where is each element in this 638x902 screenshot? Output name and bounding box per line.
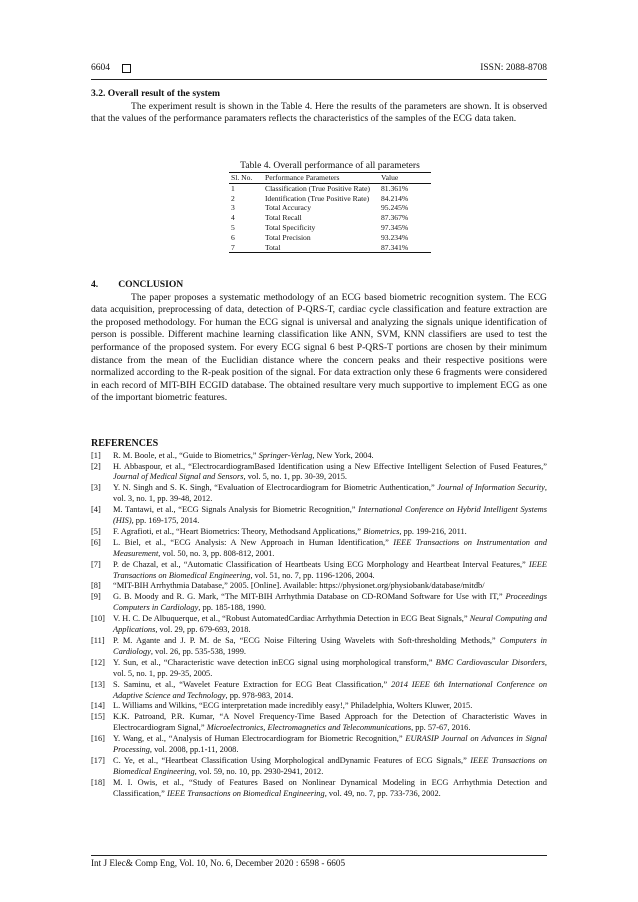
table-4-grid — [229, 172, 431, 253]
reference-number: [6] — [91, 537, 101, 547]
header-rule — [91, 79, 547, 80]
reference-tail: , vol. 59, no. 10, pp. 2930-2941, 2012. — [194, 766, 324, 776]
section-3-2 — [91, 88, 547, 126]
table-header-cell: Sl. No. — [231, 173, 253, 182]
section-4-heading — [91, 279, 547, 292]
reference-text — [113, 680, 547, 702]
reference-text — [113, 756, 547, 778]
table-header-cell: Value — [381, 173, 399, 182]
reference-number: [13] — [91, 679, 105, 689]
references — [91, 438, 547, 800]
reference-main: C. Ye, et al., “Heartbeat Classification Using Morphological andDynamic Features of ECG Signals,” — [113, 755, 471, 765]
reference-tail: , vol. 51, no. 7, pp. 1196-1206, 2004. — [250, 570, 375, 580]
table-cell: Classification (True Positive Rate) — [265, 183, 370, 193]
reference-venue: Computers in Cardiology — [113, 636, 547, 656]
reference-item — [91, 756, 547, 778]
reference-main: K.K. Patroand, P.R. Kumar, “A Novel Frequency-Time Based Approach for the Detection of Characteristic Waves in Electrocardiogram Signal,” — [113, 712, 547, 733]
table-4-caption: Table 4. Overall performance of all parameters — [240, 160, 420, 171]
section-3-2-text: The experiment result is shown in the Table 4. Here the results of the parameters are shown. It is observed that the values of the performance paramaters reflects the characteristics of the samples of the ECG data taken. — [91, 100, 547, 125]
table-row — [229, 243, 431, 253]
reference-number: [17] — [91, 755, 105, 765]
reference-tail: , pp. 199-216, 2011. — [399, 526, 467, 536]
reference-number: [12] — [91, 657, 105, 667]
reference-tail: , pp. 169-175, 2014. — [131, 516, 200, 526]
reference-tail: , pp. 57-67, 2016. — [411, 723, 471, 733]
reference-item — [91, 636, 547, 658]
reference-tail: , pp. 978-983, 2014. — [225, 690, 294, 700]
reference-text — [113, 712, 547, 734]
table-row — [229, 203, 431, 213]
reference-item — [91, 592, 547, 614]
reference-text — [113, 592, 547, 614]
section-4-title: CONCLUSION — [118, 279, 184, 290]
reference-main: V. H. C. De Albuquerque, et al., “Robust AutomatedCardiac Arrhythmia Detection in ECG Beat Signals,” — [113, 614, 470, 624]
issn: ISSN: 2088-8708 — [480, 63, 547, 73]
reference-number: [7] — [91, 559, 101, 569]
reference-number: [18] — [91, 777, 105, 787]
reference-tail: , vol. 49, no. 7, pp. 733-736, 2002. — [324, 788, 441, 798]
section-4-text: The paper proposes a systematic methodology of an ECG based biometric recognition system. The ECG data acquisition, preprocessing of data, detection of P-QRS-T, cardiac cycle classification and feature extraction are the proposed methodology. For human the ECG signal is universal and analyzing the signals unique identification of person is possible. Different machine learning classification like ANN, SVM, KNN classifiers are used to test the performance of the proposed system. For every ECG signal 6 best P-QRS-T portions are chosen by their minimum distance from the mean of the Euclidian distance where the concern peaks and their respective positions were normalized according to the R-peak position of the signal. For data extraction only these 6 fragments were considered in each record of MIT-BIH ECGID database. The obtained resultare very much supportive to implement ECG as one of the important biometric features. — [91, 291, 547, 404]
reference-number: [2] — [91, 461, 101, 471]
reference-main: R. M. Boole, et al., “Guide to Biometrics,” — [113, 450, 259, 460]
reference-text — [113, 701, 547, 712]
reference-text — [113, 538, 547, 560]
table-cell: Total Accuracy — [265, 203, 312, 213]
table-cell: Total Recall — [265, 213, 302, 223]
reference-tail: , vol. 29, pp. 679-693, 2018. — [155, 625, 251, 635]
reference-main: Y. Sun, et al., “Characteristic wave detection inECG signal using morphological transform,” — [113, 657, 436, 667]
reference-venue: Proceedings Computers in Cardiology — [113, 592, 547, 613]
reference-main: P. M. Agante and J. P. M. de Sa, “ECG Noise Filtering Using Wavelets with Soft-thresholding Methods,” — [113, 636, 500, 645]
reference-item — [91, 734, 547, 756]
reference-tail: , vol. 5, no. 1, pp. 29-35, 2005. — [113, 657, 547, 678]
reference-text — [113, 581, 547, 592]
reference-venue: IEEE Transactions on Biomedical Engineering — [113, 755, 547, 776]
reference-venue: IEEE Transactions on Instrumentation and Measurement — [113, 537, 547, 558]
reference-number: [8] — [91, 581, 101, 591]
reference-item — [91, 778, 547, 800]
reference-venue: Journal of Information Security — [437, 483, 545, 493]
reference-item — [91, 538, 547, 560]
table-4 — [229, 160, 431, 253]
table-cell: 81.361% — [381, 183, 409, 193]
reference-main: F. Agrafioti, et al., “Heart Biometrics: Theory, Methodsand Applications,” — [113, 526, 364, 536]
reference-item — [91, 658, 547, 680]
reference-text — [113, 451, 547, 462]
reference-main: L. Biel, et al., “ECG Analysis: A New Approach in Human Identification,” — [113, 537, 394, 547]
reference-venue: International Conference on Hybrid Intelligent Systems (HIS) — [113, 505, 547, 526]
table-cell: 1 — [231, 183, 235, 193]
header-left — [91, 63, 131, 73]
reference-item — [91, 712, 547, 734]
reference-main: M. Tantawi, et al., “ECG Signals Analysis for Biometric Recognition,” — [113, 505, 359, 515]
reference-text — [113, 527, 547, 538]
reference-venue: Springer-Verlag — [258, 450, 313, 460]
reference-number: [1] — [91, 450, 101, 460]
reference-number: [10] — [91, 614, 105, 624]
table-cell: 87.367% — [381, 213, 409, 223]
reference-tail: , vol. 3, no. 1, pp. 39-48, 2012. — [113, 483, 547, 504]
reference-venue: IEEE Transactions on Biomedical Engineering — [166, 788, 325, 798]
reference-text — [113, 734, 547, 756]
table-cell: 95.245% — [381, 203, 409, 213]
reference-venue: 2014 IEEE 6th International Conference on Adaptive Science and Technology — [113, 679, 548, 700]
reference-number: [14] — [91, 701, 105, 711]
reference-text — [113, 614, 547, 636]
page-header — [91, 60, 547, 76]
reference-venue: Journal of Medical Signal and Sensors — [113, 472, 244, 482]
table-cell: 3 — [231, 203, 235, 213]
table-cell: Total — [265, 242, 281, 252]
reference-venue: Biometrics — [363, 526, 400, 536]
reference-tail: , vol. 26, pp. 535-538, 1999. — [150, 646, 246, 656]
reference-item — [91, 462, 547, 484]
table-cell: 87.341% — [381, 242, 409, 252]
table-row — [229, 183, 431, 193]
table-cell: 93.234% — [381, 232, 409, 242]
table-header-row — [229, 173, 431, 184]
table-cell: 5 — [231, 222, 235, 232]
reference-item — [91, 527, 547, 538]
reference-main: M. I. Owis, et al., “Study of Features Based on Nonlinear Dynamical Modeling in ECG Arrhythmia Detection and Classification,” — [113, 777, 547, 798]
table-row — [229, 194, 431, 204]
reference-item — [91, 451, 547, 462]
reference-main: Y. N. Singh and S. K. Singh, “Evaluation of Electrocardiogram for Biometric Authentication,” — [113, 483, 438, 493]
reference-number: [5] — [91, 526, 101, 536]
reference-text — [113, 778, 547, 800]
reference-tail: , vol. 2008, pp.1-11, 2008. — [149, 745, 239, 755]
reference-venue: Microelectronics, Electromagnetics and Telecommunications — [206, 723, 412, 733]
reference-venue: BMC Cardiovascular Disorders — [435, 657, 545, 667]
reference-item — [91, 614, 547, 636]
reference-main: Y. Wang, et al., “Analysis of Human Electrocardiogram for Biometric Recognition,” — [113, 734, 406, 744]
table-cell: Identification (True Positive Rate) — [265, 193, 370, 203]
reference-number: [16] — [91, 734, 105, 744]
reference-main: G. B. Moody and R. G. Mark, “The MIT-BIH Arrhythmia Database on CD-ROMand Software for Use with IT,” — [113, 592, 506, 602]
reference-text — [113, 560, 547, 582]
section-3-2-title: 3.2. Overall result of the system — [91, 88, 221, 99]
reference-item — [91, 505, 547, 527]
table-cell: 2 — [231, 193, 235, 203]
reference-text — [113, 483, 547, 505]
reference-main: S. Saminu, et al., “Wavelet Feature Extraction for ECG Beat Classification,” — [113, 679, 392, 689]
page-footer: Int J Elec& Comp Eng, Vol. 10, No. 6, December 2020 : 6598 - 6605 — [91, 858, 346, 868]
reference-number: [9] — [91, 592, 101, 602]
reference-number: [15] — [91, 712, 105, 722]
reference-item — [91, 581, 547, 592]
table-cell: 7 — [231, 242, 235, 252]
table-row — [229, 223, 431, 233]
table-row — [229, 213, 431, 223]
reference-tail: , vol. 50, no. 3, pp. 808-812, 2001. — [158, 548, 275, 558]
table-header-cell: Performance Parameters — [265, 173, 340, 182]
reference-main: L. Williams and Wilkins, “ECG interpretation made incredibly easy!,” Philadelphia, Wolters Kluwer, 2015. — [113, 701, 473, 711]
reference-item — [91, 560, 547, 582]
reference-venue: IEEE Transactions on Biomedical Engineering — [113, 559, 547, 580]
section-4 — [91, 279, 547, 405]
reference-item — [91, 483, 547, 505]
reference-main: P. de Chazal, et al., “Automatic Classification of Heartbeats Using ECG Morphology and Heartbeat Interval Features,” — [113, 559, 529, 569]
reference-number: [11] — [91, 636, 105, 645]
table-row — [229, 233, 431, 243]
table-cell: 4 — [231, 213, 235, 223]
reference-item — [91, 680, 547, 702]
section-4-number: 4. — [91, 279, 99, 290]
reference-venue: EURASIP Journal on Advances in Signal Processing — [113, 734, 547, 755]
reference-number: [3] — [91, 483, 101, 493]
reference-text — [113, 505, 547, 527]
table-cell: 6 — [231, 232, 235, 242]
reference-tail: , pp. 185-188, 1990. — [198, 603, 267, 613]
reference-text — [113, 462, 547, 484]
reference-tail: , New York, 2004. — [312, 450, 374, 460]
reference-main: H. Abbaspour, et al., “ElectrocardiogramBased Identification using a New Effective Intelligent Selection of Fused Features,” — [113, 461, 547, 471]
table-cell: 84.214% — [381, 193, 409, 203]
reference-tail: , vol. 5, no. 1, pp. 30-39, 2015. — [243, 472, 348, 482]
reference-text — [113, 636, 547, 658]
reference-venue: Neural Computing and Applications — [113, 614, 547, 635]
table-cell: Total Specificity — [265, 222, 316, 232]
table-cell: 97.345% — [381, 222, 409, 232]
checkbox-square-icon — [122, 64, 131, 73]
reference-text — [113, 658, 547, 680]
references-title: REFERENCES — [91, 438, 159, 449]
reference-number: [4] — [91, 505, 101, 515]
reference-item — [91, 701, 547, 712]
reference-main: “MIT-BIH Arrhythmia Database,” 2005. [Online]. Available: https://physionet.org/physiobank/database/mitdb/ — [113, 581, 485, 591]
reference-list — [91, 451, 547, 800]
table-cell: Total Precision — [265, 232, 311, 242]
footer-rule — [91, 855, 547, 856]
page-number: 6604 — [91, 63, 110, 73]
